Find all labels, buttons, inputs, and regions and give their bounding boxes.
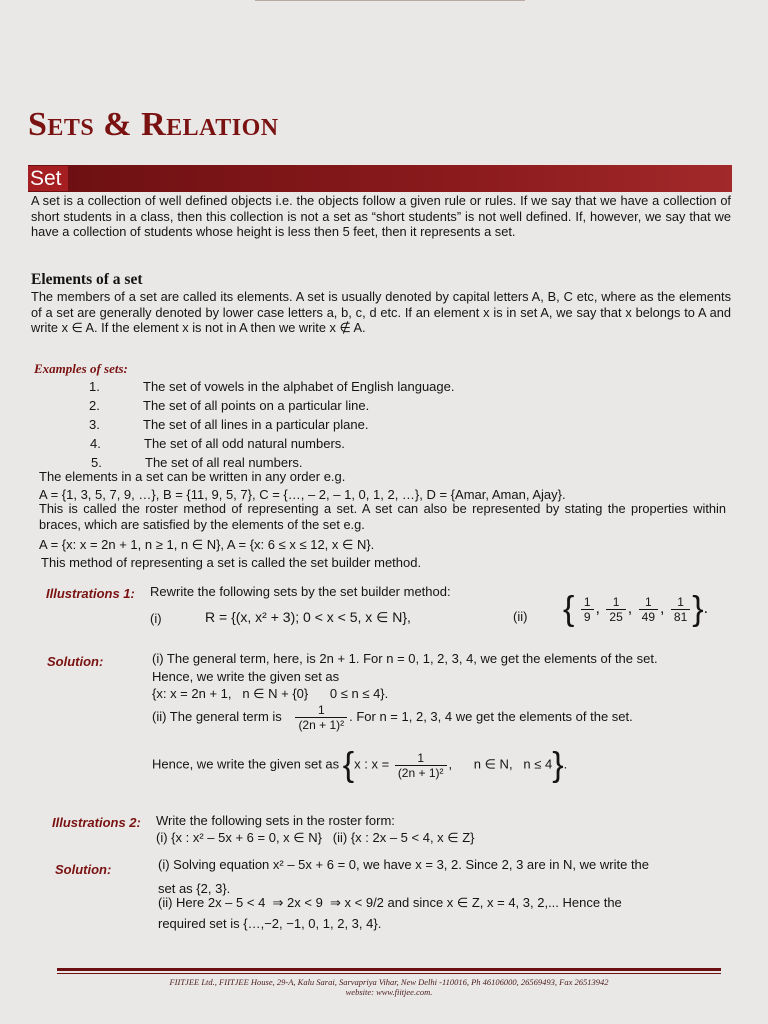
list-item-number: 5. (91, 455, 102, 470)
solution-2-line: (i) Solving equation x² – 5x + 6 = 0, we have x = 3, 2. Since 2, 3 are in N, we write the (158, 857, 650, 872)
left-brace: { (342, 746, 355, 784)
builder-note: This method of representing a set is called the set builder method. (41, 555, 422, 570)
section-label: Set (28, 166, 68, 191)
illustration-2-sets: (i) {x : x² – 5x + 6 = 0, x ∈ N} (ii) {x : 2x – 5 < 4, x ∈ Z} (156, 830, 475, 845)
list-item: The set of all lines in a particular plane. (143, 417, 369, 432)
elements-paragraph: The members of a set are called its elements. A set is usually denoted by capital letters A, B, C etc, where as the elements of a set are generally denoted by lower case letters a, b, c, d etc. If an element x is in set A, we say that x belongs to A and write x ∈ A. If the element x is not in A then we write x ∉ A. (31, 289, 731, 336)
solution-2-line: required set is {…,−2, −1, 0, 1, 2, 3, 4}. (158, 916, 382, 931)
footer-address: FIITJEE Ltd., FIITJEE House, 29-A, Kalu Sarai, Sarvapriya Vihar, New Delhi -110016, Ph 46106000, 26569493, Fax 26513942 (169, 977, 609, 987)
solution-1-general-term: (ii) The general term is $\frac{1}{\text{(2n + 1)²}}$ . For n = 1, 2, 3, 4 we get the elements of the set. (152, 703, 633, 732)
footer-website: website: www.fiitjee.com. (345, 987, 433, 997)
illustration-1-prompt: Rewrite the following sets by the set builder method: (150, 584, 451, 599)
list-item-number: 1. (89, 379, 100, 394)
list-item: The set of all points on a particular line. (143, 398, 370, 413)
list-item-number: 2. (89, 398, 100, 413)
elements-heading: Elements of a set (31, 271, 143, 288)
list-item: The set of vowels in the alphabet of English language. (143, 379, 455, 394)
right-brace: } (552, 746, 564, 784)
illustration-1-ii-set: { $\frac{1}{9}$ , $\frac{1}{25}$ , $\frac{1}{49}$ , $\frac{1}{81}$ }. (563, 590, 709, 628)
left-brace: { (563, 590, 575, 628)
illustration-1-label: Illustrations 1: (46, 586, 135, 601)
top-rule (255, 0, 525, 1)
illustration-2-label: Illustrations 2: (52, 815, 141, 830)
fraction: $\frac{1}{\text{(2n + 1)²}}$ (395, 751, 447, 780)
footer-rule-thin (57, 973, 721, 974)
solution-1-final-set: Hence, we write the given set as {x : x = $\frac{1}{\text{(2n + 1)²}}$ , n ∈ N, n ≤ 4}. (152, 746, 568, 784)
builder-example: A = {x: x = 2n + 1, n ≥ 1, n ∈ N}, A = {x: 6 ≤ x ≤ 12, x ∈ N}. (39, 537, 375, 552)
list-item: The set of all odd natural numbers. (144, 436, 345, 451)
roster-example: A = {1, 3, 5, 7, 9, …}, B = {11, 9, 5, 7}, C = {…, – 2, – 1, 0, 1, 2, …}, D = {Amar, Aman, Ajay}. (39, 487, 566, 502)
illustration-1-i-expr: R = {(x, x² + 3); 0 < x < 5, x ∈ N}, (205, 609, 411, 625)
solution-1-line: (i) The general term, here, is 2n + 1. For n = 0, 1, 2, 3, 4, we get the elements of the set. (152, 651, 658, 666)
solution-1-label: Solution: (47, 654, 104, 669)
fraction: $\frac{1}{81}$ (671, 595, 690, 624)
section-bar (28, 165, 732, 192)
fraction: $\frac{1}{49}$ (639, 595, 658, 624)
right-brace: } (692, 590, 704, 628)
footer-rule (57, 968, 721, 971)
fraction: $\frac{1}{9}$ (581, 595, 594, 624)
page-title: Sets & Relation (28, 106, 279, 143)
roster-paragraph: This is called the roster method of representing a set. A set can also be represented by stating the properties within braces, which are satisfied by the elements of the set e.g. (39, 501, 726, 532)
roster-intro: The elements in a set can be written in any order e.g. (39, 469, 346, 484)
list-item: The set of all real numbers. (145, 455, 303, 470)
illustration-1-ii-label: (ii) (513, 609, 528, 624)
list-item-number: 3. (89, 417, 100, 432)
examples-heading: Examples of sets: (34, 361, 128, 376)
list-item-number: 4. (90, 436, 101, 451)
solution-2-line: set as {2, 3}. (158, 881, 231, 896)
solution-1-line: {x: x = 2n + 1, n ∈ N + {0} 0 ≤ n ≤ 4}. (152, 686, 389, 701)
solution-2-line: (ii) Here 2x – 5 < 4 ⇒ 2x < 9 ⇒ x < 9/2 and since x ∈ Z, x = 4, 3, 2,... Hence the (158, 895, 622, 910)
fraction: $\frac{1}{25}$ (606, 595, 625, 624)
solution-2-label: Solution: (55, 862, 112, 877)
illustration-2-prompt: Write the following sets in the roster form: (156, 813, 395, 828)
illustration-1-i-label: (i) (150, 611, 162, 626)
fraction: $\frac{1}{\text{(2n + 1)²}}$ (295, 703, 347, 732)
intro-paragraph: A set is a collection of well defined objects i.e. the objects follow a given rule or rules. If we say that we have a collection of short students in a class, then this collection is not a set as “short students” is not well defined. If, however, we say that we have a collection of students whose height is less then 5 feet, then it represents a set. (31, 193, 731, 240)
solution-1-line: Hence, we write the given set as (152, 669, 340, 684)
